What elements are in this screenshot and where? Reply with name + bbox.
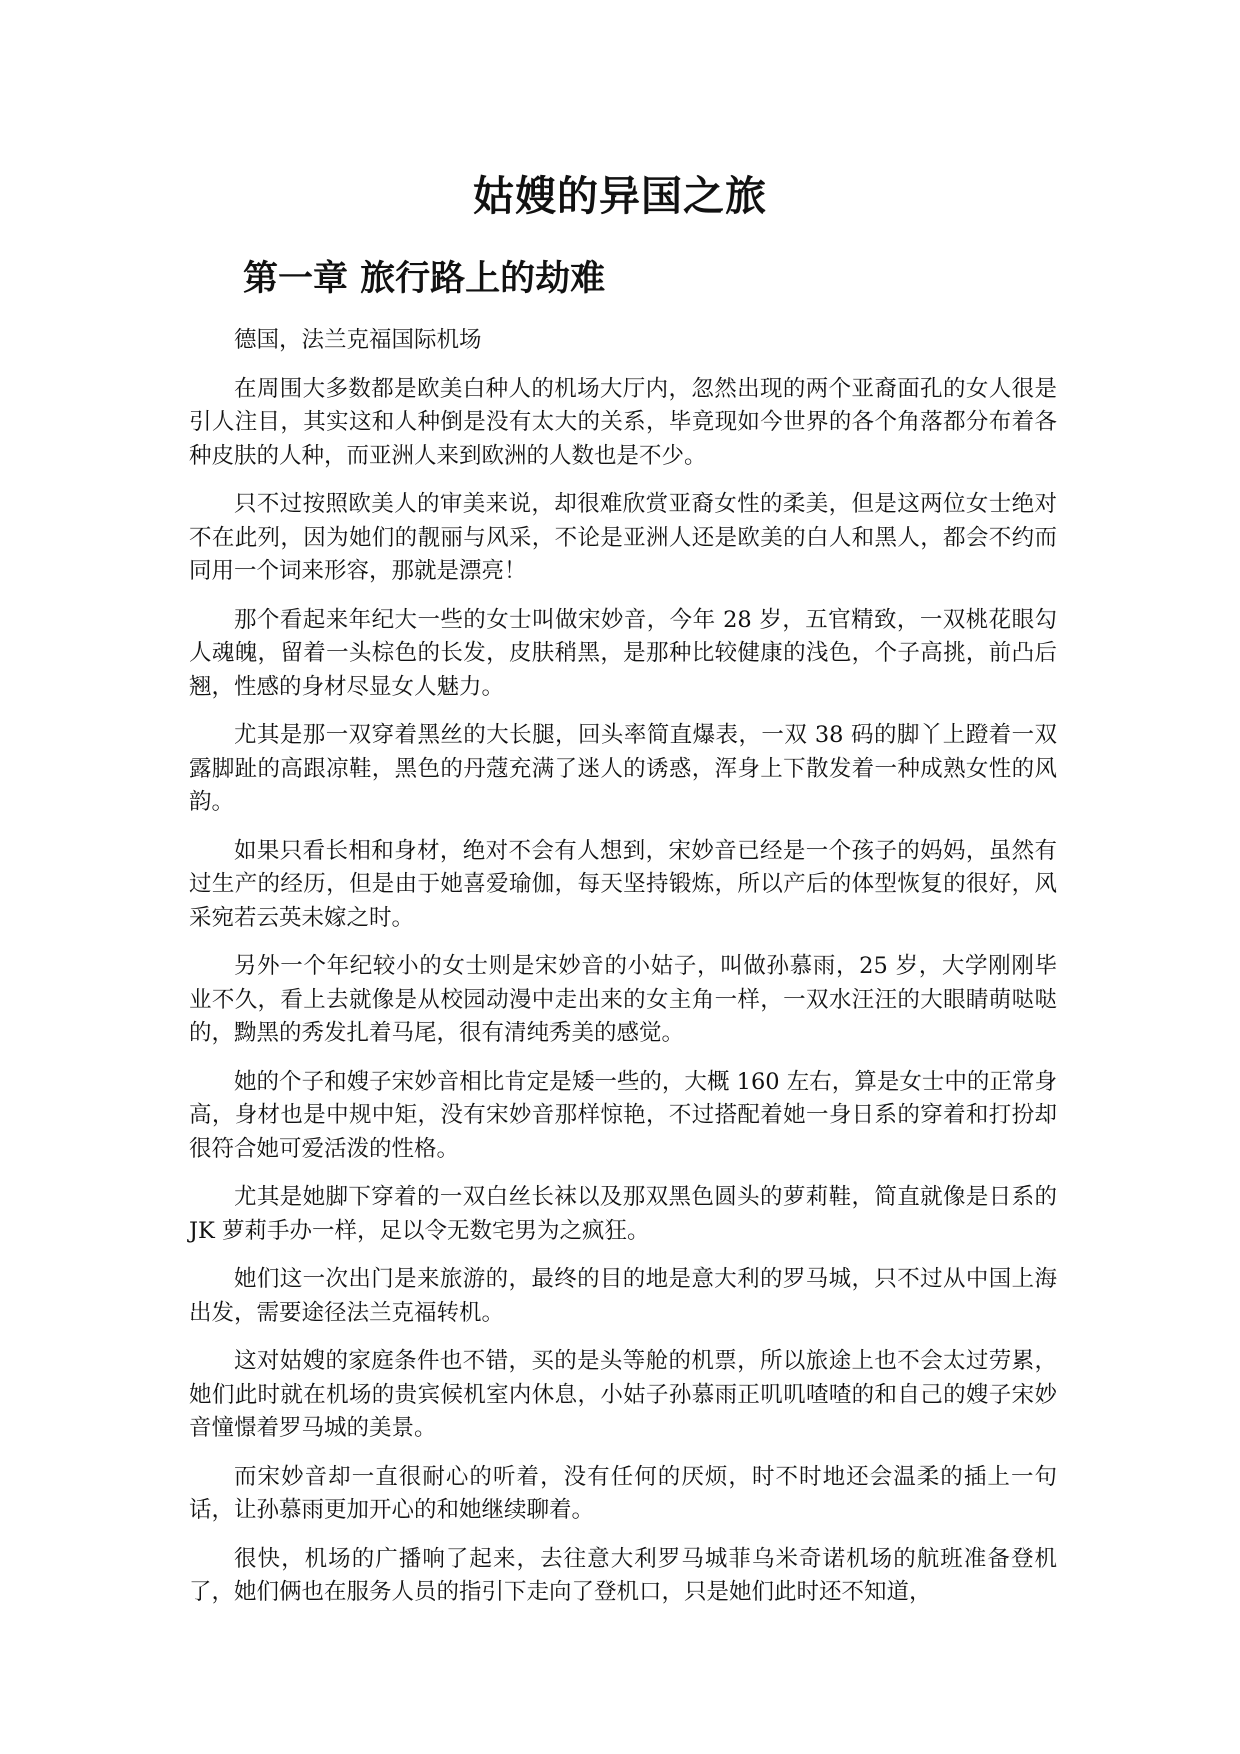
- paragraph: 尤其是她脚下穿着的一双白丝长袜以及那双黑色圆头的萝莉鞋，简直就像是日系的 JK 萝莉手办一样，足以令无数宅男为之疯狂。: [189, 1184, 1057, 1244]
- paragraph: 德国，法兰克福国际机场: [234, 327, 482, 353]
- paragraph: 在周围大多数都是欧美白种人的机场大厅内，忽然出现的两个亚裔面孔的女人很是引人注目，其实这和人种倒是没有太大的关系，毕竟现如今世界的各个角落都分布着各种皮肤的人种，而亚洲人来到欧洲的人数也是不少。: [189, 375, 1057, 469]
- paragraph: 只不过按照欧美人的审美来说，却很难欣赏亚裔女性的柔美，但是这两位女士绝对不在此列，因为她们的靓丽与风采，不论是亚洲人还是欧美的白人和黑人，都会不约而同用一个词来形容，那就是漂亮！: [189, 491, 1057, 584]
- chapter-title: 第一章 旅行路上的劫难: [243, 259, 606, 299]
- paragraph: 而宋妙音却一直很耐心的听着，没有任何的厌烦，时不时地还会温柔的插上一句话，让孙慕雨更加开心的和她继续聊着。: [189, 1463, 1057, 1523]
- body-text: [189, 324, 1057, 1625]
- paragraph: 很快，机场的广播响了起来，去往意大利罗马城菲乌米奇诺机场的航班准备登机了，她们俩也在服务人员的指引下走向了登机口，只是她们此时还不知道，: [189, 1545, 1057, 1605]
- paragraph: 她的个子和嫂子宋妙音相比肯定是矮一些的，大概 160 左右，算是女士中的正常身高，身材也是中规中矩，没有宋妙音那样惊艳，不过搭配着她一身日系的穿着和打扮却很符合她可爱活泼的性格。: [189, 1068, 1057, 1162]
- paragraph: 那个看起来年纪大一些的女士叫做宋妙音，今年 28 岁，五官精致，一双桃花眼勾人魂魄，留着一头棕色的长发，皮肤稍黑，是那种比较健康的浅色，个子高挑，前凸后翘，性感的身材尽显女人魅力。: [189, 606, 1057, 700]
- paragraph: 她们这一次出门是来旅游的，最终的目的地是意大利的罗马城，只不过从中国上海出发，需要途径法兰克福转机。: [189, 1266, 1057, 1326]
- paragraph: 这对姑嫂的家庭条件也不错，买的是头等舱的机票，所以旅途上也不会太过劳累，她们此时就在机场的贵宾候机室内休息，小姑子孙慕雨正叽叽喳喳的和自己的嫂子宋妙音憧憬着罗马城的美景。: [189, 1348, 1057, 1441]
- paragraph: 尤其是那一双穿着黑丝的大长腿，回头率简直爆表，一双 38 码的脚丫上蹬着一双露脚趾的高跟凉鞋，黑色的丹蔻充满了迷人的诱惑，浑身上下散发着一种成熟女性的风韵。: [189, 722, 1057, 815]
- paragraph: 如果只看长相和身材，绝对不会有人想到，宋妙音已经是一个孩子的妈妈，虽然有过生产的经历，但是由于她喜爱瑜伽，每天坚持锻炼，所以产后的体型恢复的很好，风采宛若云英未嫁之时。: [189, 837, 1057, 931]
- document-title: 姑嫂的异国之旅: [473, 172, 767, 220]
- paragraph: 另外一个年纪较小的女士则是宋妙音的小姑子，叫做孙慕雨，25 岁，大学刚刚毕业不久，看上去就像是从校园动漫中走出来的女主角一样，一双水汪汪的大眼睛萌哒哒的，黝黑的秀发扎着马尾，很有清纯秀美的感觉。: [189, 953, 1057, 1046]
